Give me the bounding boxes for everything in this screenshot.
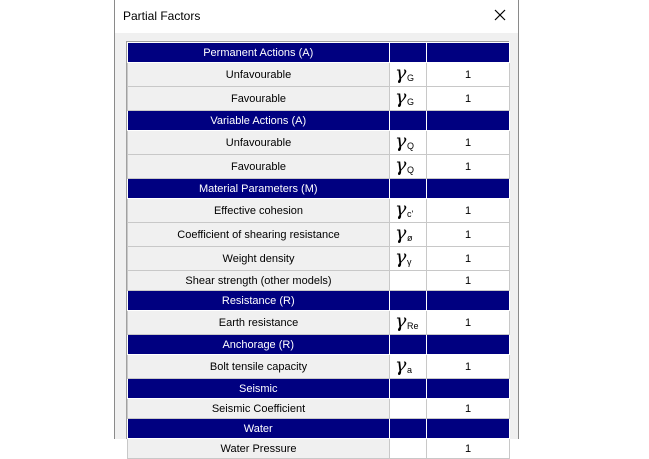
factor-row-unfavourable	[128, 63, 510, 87]
group-header-symbol-cell	[390, 419, 427, 439]
gamma-symbol-icon	[393, 247, 423, 267]
gamma-subscript: ø	[407, 233, 413, 243]
gamma-letter: γ	[395, 222, 407, 244]
factor-label: Unfavourable	[128, 131, 390, 155]
factor-value-cell[interactable]: 1	[427, 155, 510, 179]
group-title: Variable Actions (A)	[128, 111, 390, 131]
factor-row-effective-cohesion	[128, 199, 510, 223]
factor-label: Water Pressure	[128, 439, 390, 459]
group-title: Water	[128, 419, 390, 439]
group-header-symbol-cell	[390, 335, 427, 355]
factor-label: Weight density	[128, 247, 390, 271]
factors-table	[127, 42, 510, 459]
factor-value-cell[interactable]: 1	[427, 87, 510, 111]
factor-value-cell[interactable]: 1	[427, 355, 510, 379]
title-bar	[115, 0, 518, 33]
group-title: Resistance (R)	[128, 291, 390, 311]
factor-symbol-cell	[390, 355, 427, 379]
factor-value-cell[interactable]: 1	[427, 223, 510, 247]
factor-label: Bolt tensile capacity	[128, 355, 390, 379]
factor-symbol-cell	[390, 131, 427, 155]
gamma-symbol-icon	[393, 63, 423, 83]
factor-row-earth-resistance	[128, 311, 510, 335]
gamma-subscript: Q	[407, 165, 415, 175]
gamma-letter: γ	[395, 86, 407, 108]
factor-value-cell[interactable]: 1	[427, 131, 510, 155]
factor-value-cell[interactable]: 1	[427, 247, 510, 271]
factor-value-cell[interactable]: 1	[427, 399, 510, 419]
factor-label: Coefficient of shearing resistance	[128, 223, 390, 247]
gamma-letter: γ	[395, 246, 407, 268]
group-header-value-cell	[427, 419, 510, 439]
group-header-value-cell	[427, 111, 510, 131]
factor-row-seismic-coefficient	[128, 399, 510, 419]
gamma-symbol-icon	[393, 355, 423, 375]
gamma-letter: γ	[395, 310, 407, 332]
gamma-symbol-icon	[393, 155, 423, 175]
factor-symbol-cell	[390, 399, 427, 419]
factor-row-weight-density	[128, 247, 510, 271]
group-header-seismic	[128, 379, 510, 399]
factor-label: Effective cohesion	[128, 199, 390, 223]
factor-symbol-cell	[390, 223, 427, 247]
factor-label: Earth resistance	[128, 311, 390, 335]
gamma-subscript: Re	[407, 321, 419, 331]
factor-label: Shear strength (other models)	[128, 271, 390, 291]
factor-value-cell[interactable]: 1	[427, 199, 510, 223]
factor-symbol-cell	[390, 63, 427, 87]
gamma-letter: γ	[395, 130, 407, 152]
group-header-anchorage-r	[128, 335, 510, 355]
group-title: Seismic	[128, 379, 390, 399]
factor-symbol-cell	[390, 199, 427, 223]
factor-symbol-cell	[390, 155, 427, 179]
gamma-subscript: γ	[407, 257, 412, 267]
factor-value-cell[interactable]: 1	[427, 271, 510, 291]
gamma-subscript: G	[407, 73, 415, 83]
gamma-symbol-icon	[393, 199, 423, 219]
gamma-subscript: a	[407, 365, 413, 375]
close-button[interactable]	[490, 5, 510, 25]
factor-row-bolt-tensile-capacity	[128, 355, 510, 379]
factor-value-cell[interactable]: 1	[427, 439, 510, 459]
factor-row-water-pressure	[128, 439, 510, 459]
group-title: Permanent Actions (A)	[128, 43, 390, 63]
group-header-value-cell	[427, 43, 510, 63]
factor-symbol-cell	[390, 87, 427, 111]
factor-label: Favourable	[128, 155, 390, 179]
gamma-symbol-icon	[393, 87, 423, 107]
factor-value-cell[interactable]: 1	[427, 311, 510, 335]
factor-row-favourable	[128, 155, 510, 179]
factor-row-unfavourable	[128, 131, 510, 155]
factor-label: Seismic Coefficient	[128, 399, 390, 419]
gamma-letter: γ	[395, 354, 407, 376]
factor-label: Unfavourable	[128, 63, 390, 87]
factor-row-coefficient-of-shearing-resistance	[128, 223, 510, 247]
gamma-symbol-icon	[393, 131, 423, 151]
factor-value-cell[interactable]: 1	[427, 63, 510, 87]
gamma-symbol-icon	[393, 223, 423, 243]
factor-label: Favourable	[128, 87, 390, 111]
gamma-letter: γ	[395, 154, 407, 176]
close-icon	[490, 5, 510, 25]
gamma-symbol-icon	[393, 311, 423, 331]
group-header-value-cell	[427, 379, 510, 399]
factor-row-shear-strength-other-models	[128, 271, 510, 291]
group-header-water	[128, 419, 510, 439]
gamma-subscript: c'	[407, 209, 414, 219]
group-title: Material Parameters (M)	[128, 179, 390, 199]
group-header-symbol-cell	[390, 111, 427, 131]
group-header-resistance-r	[128, 291, 510, 311]
group-header-symbol-cell	[390, 43, 427, 63]
gamma-letter: γ	[395, 62, 407, 84]
group-header-symbol-cell	[390, 179, 427, 199]
factor-symbol-cell	[390, 271, 427, 291]
group-header-symbol-cell	[390, 379, 427, 399]
group-header-value-cell	[427, 291, 510, 311]
factor-row-favourable	[128, 87, 510, 111]
gamma-subscript: Q	[407, 141, 415, 151]
factor-symbol-cell	[390, 247, 427, 271]
group-header-variable-actions-a	[128, 111, 510, 131]
group-header-material-parameters-m	[128, 179, 510, 199]
factor-symbol-cell	[390, 439, 427, 459]
factor-symbol-cell	[390, 311, 427, 335]
partial-factors-grid	[126, 41, 509, 455]
dialog-title: Partial Factors	[123, 9, 201, 23]
group-header-permanent-actions-a	[128, 43, 510, 63]
group-header-value-cell	[427, 335, 510, 355]
group-header-value-cell	[427, 179, 510, 199]
gamma-letter: γ	[395, 198, 407, 220]
partial-factors-dialog	[114, 0, 519, 455]
gamma-subscript: G	[407, 97, 415, 107]
group-title: Anchorage (R)	[128, 335, 390, 355]
group-header-symbol-cell	[390, 291, 427, 311]
